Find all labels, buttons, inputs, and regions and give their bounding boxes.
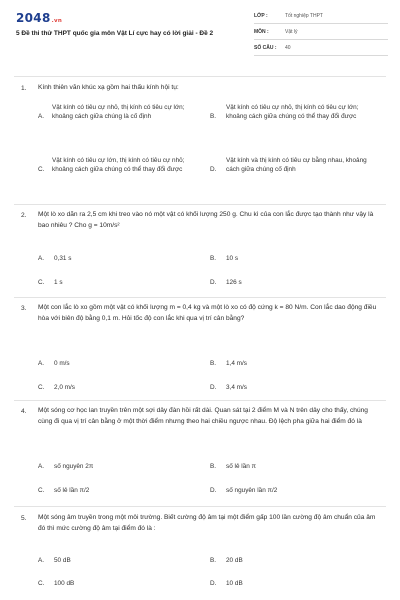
option-letter: C. [38,166,45,173]
question-number: 2. [21,212,27,219]
divider [14,297,386,298]
option-text: 10 dB [226,580,243,587]
option-text: 126 s [226,279,242,286]
meta-value: 40 [285,45,291,51]
option-letter: A. [38,463,45,470]
option-letter: A. [38,557,45,564]
option-text: Vật kính có tiêu cự nhỏ, thị kính có tiêu cự lớn; khoảng cách giữa chúng là cố định [52,104,185,121]
divider [14,506,386,507]
option-text: 0 m/s [54,360,70,367]
question-text: Một con lắc lò xo gồm một vật có khối lượng m = 0,4 kg và một lò xo có độ cứng k = 80 N/m. Con lắc dao động điều hòa với biên độ bằng 0,1 m. Hỏi tốc độ con lắc khi qua vị trí cân bằng? [38,304,377,322]
meta-value: Tốt nghiệp THPT [285,13,323,19]
option-text: số lẻ lần π [226,463,256,470]
meta-value: Vật lý [285,29,298,35]
question-text: Kính thiên văn khúc xạ gồm hai thấu kính hội tụ: [38,84,179,91]
option-letter: B. [210,557,217,564]
option-text: số lẻ lần π/2 [54,487,90,494]
option-text: 20 dB [226,557,243,564]
option-letter: D. [210,580,217,587]
meta-row-class [254,11,388,24]
option-letter: B. [210,255,217,262]
option-letter: C. [38,487,45,494]
document-meta [254,11,388,59]
option-letter: C. [38,384,45,391]
option-letter: B. [210,463,217,470]
option-letter: A. [38,113,45,120]
option-text: số nguyên lần π/2 [226,487,278,494]
option-letter: D. [210,487,217,494]
question-number: 1. [21,85,27,92]
option-text: Vật kính và thị kính có tiêu cự bằng nhau, khoảng cách giữa chúng cố định [226,157,367,174]
option-text: 1,4 m/s [226,360,247,367]
logo-suffix: .vn [51,18,63,24]
divider [14,76,386,77]
divider [14,400,386,401]
document-title: 5 Đề thi thử THPT quốc gia môn Vật Lí cực hay có lời giải - Đề 2 [16,30,214,37]
question-text: Một sóng âm truyền trong một môi trường. Biết cường độ âm tại một điểm gấp 100 lần cường độ âm chuẩn của âm đó thì mức cường độ âm tại điểm đó là : [38,514,376,532]
option-text: 1 s [54,279,63,286]
meta-row-subject [254,27,388,40]
option-letter: C. [38,580,45,587]
option-text: 3,4 m/s [226,384,247,391]
question-text: Một sóng cơ học lan truyền trên một sợi dây đàn hồi rất dài. Quan sát tại 2 điểm M và N trên dây cho thấy, chúng cùng đi qua vị trí cân bằng ở một thời điểm nhưng theo hai chiều ngược nhau. Độ lệch pha giữa hai điểm đó là [38,407,368,425]
option-text: 50 dB [54,557,71,564]
meta-key: LỚP : [254,13,268,19]
site-logo[interactable] [16,11,62,25]
logo-main: 2048 [16,11,51,25]
question-number: 3. [21,305,27,312]
meta-row-count [254,43,388,56]
option-letter: A. [38,360,45,367]
option-text: 10 s [226,255,239,262]
meta-key: MÔN : [254,29,269,35]
option-letter: A. [38,255,45,262]
meta-key: SỐ CÂU : [254,45,277,51]
question-number: 5. [21,515,27,522]
divider [14,204,386,205]
option-letter: D. [210,279,217,286]
option-text: 100 dB [54,580,75,587]
option-text: số nguyên 2π [54,463,94,470]
document-header [0,0,400,60]
option-letter: C. [38,279,45,286]
option-text: Vật kính có tiêu cự nhỏ, thị kính có tiêu cự lớn; khoảng cách giữa chúng có thể thay đổi được [226,104,359,121]
option-letter: D. [210,384,217,391]
option-letter: D. [210,166,217,173]
option-text: Vật kính có tiêu cự lớn, thị kính có tiêu cự nhỏ; khoảng cách giữa chúng có thể thay đổi được [52,157,185,174]
question-number: 4. [21,408,27,415]
option-letter: B. [210,360,217,367]
option-letter: B. [210,113,217,120]
option-text: 2,0 m/s [54,384,75,391]
question-text: Một lò xo dãn ra 2,5 cm khi treo vào nó một vật có khối lượng 250 g. Chu kì của con lắc được tạo thành như vậy là bao nhiêu ? Cho g = 10m/s² [38,211,374,229]
option-text: 0,31 s [54,255,72,262]
